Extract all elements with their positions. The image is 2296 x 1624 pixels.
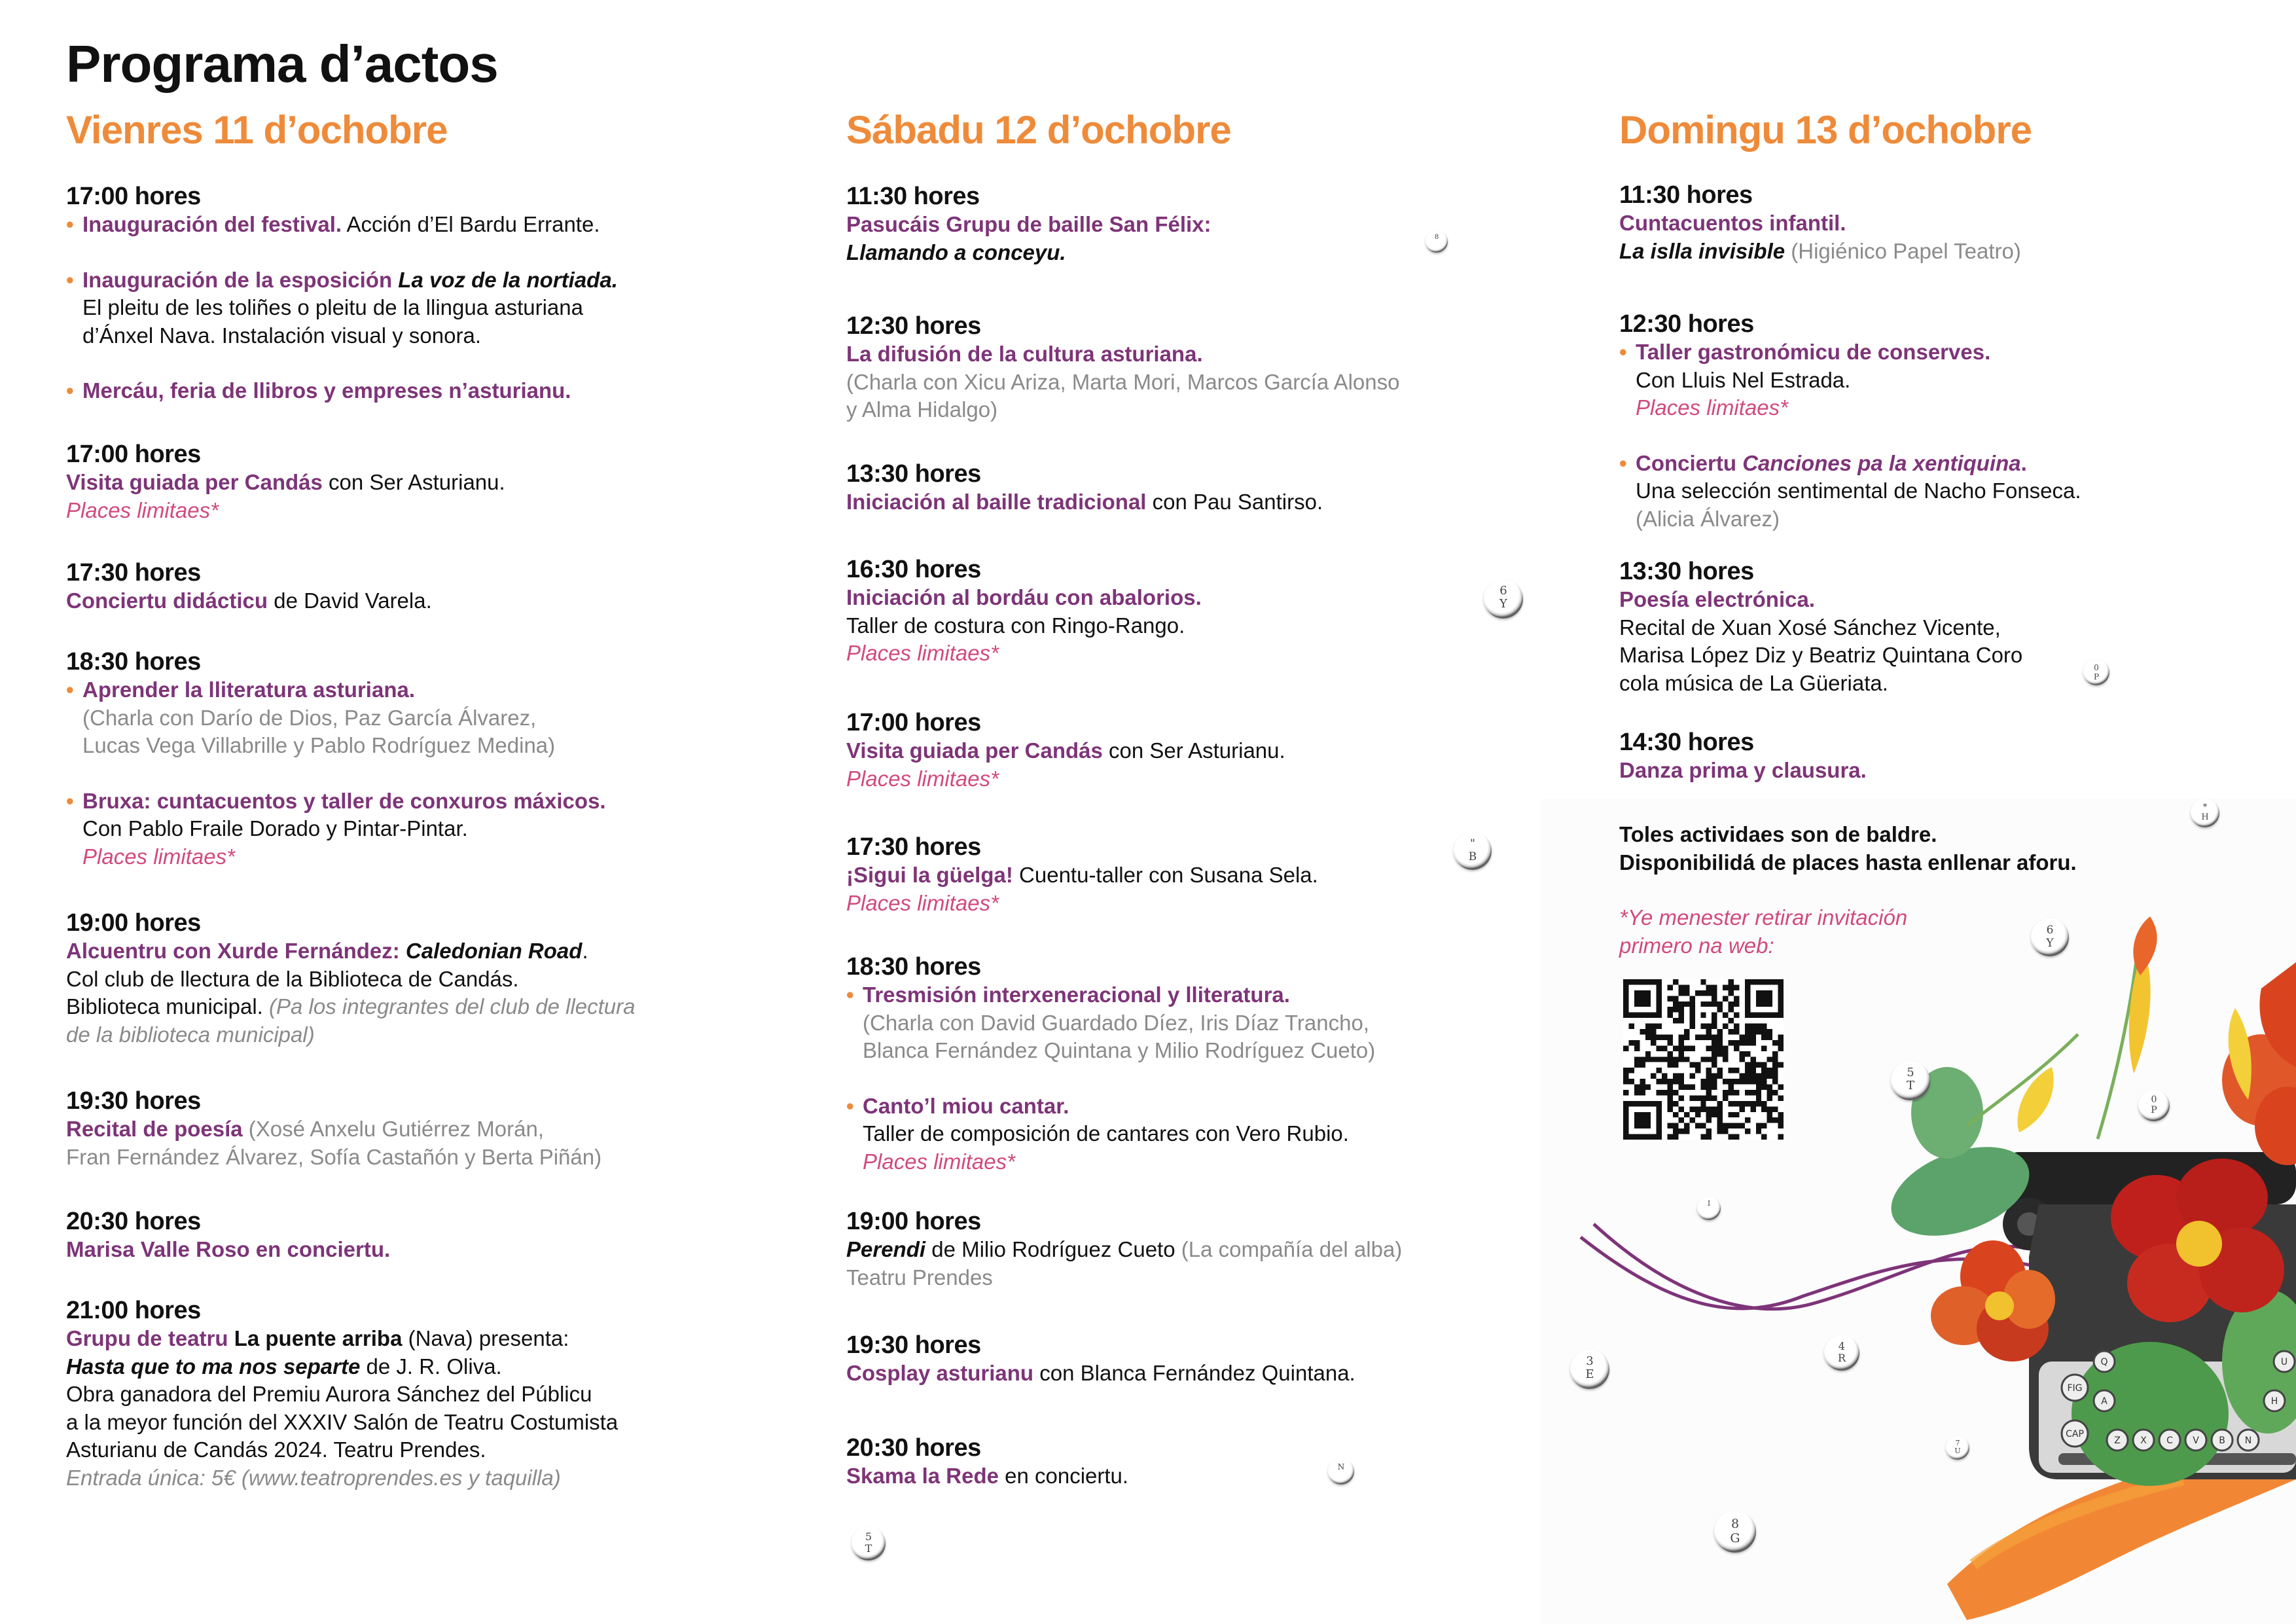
event-slot (1619, 557, 2022, 697)
keycap-label: C (2166, 1435, 2173, 1446)
event-time: 17:00 hores (66, 183, 201, 210)
typewriter-key-icon (1426, 230, 1448, 253)
event-title: Visita guiada per Candás (66, 470, 323, 494)
event-text: Taller de composición de cantares con Vero Rubio. (863, 1121, 1349, 1146)
event-participants: Blanca Fernández Quintana y Milio Rodríguez Cueto) (863, 1038, 1376, 1062)
key-top-label: 4 (1838, 1340, 1846, 1352)
event-time: 12:30 hores (1619, 310, 1754, 338)
event-text: a la meyor función del XXXIV Salón de Teatru Costumista (66, 1409, 619, 1434)
typewriter-key-icon (1570, 1350, 1609, 1389)
key-bottom-label: P (2151, 1105, 2157, 1115)
event-title: Grupu de teatru (66, 1326, 228, 1350)
event-time: 16:30 hores (846, 556, 981, 583)
event-title: Tresmisión interxeneracional y lliteratura. (863, 983, 1290, 1007)
key-bottom-label: H (2201, 812, 2209, 822)
event-time: 17:30 hores (846, 833, 981, 861)
key-top-label: 0 (2094, 663, 2099, 672)
event-text: de Milio Rodríguez Cueto (925, 1237, 1181, 1261)
typewriter-key-icon (1484, 579, 1523, 619)
event-participants: (Charla con David Guardado Díez, Iris Díaz Trancho, (863, 1010, 1370, 1035)
key-top-label: 0 (2151, 1094, 2157, 1105)
event-slot (846, 952, 1375, 1176)
typewriter-key-icon (1946, 1436, 1969, 1460)
event-title: Conciertu didácticu (66, 588, 268, 613)
event-work-title: La voz de la nortiada. (398, 267, 618, 292)
event-participants: Lucas Vega Villabrille y Pablo Rodríguez Medina) (82, 733, 556, 757)
event-title: Iniciación al bordáu con abalorios. (846, 585, 1202, 609)
event-participants: Fran Fernández Álvarez, Sofía Castañón y Berta Piñán) (66, 1144, 602, 1169)
bullet-icon: • (66, 212, 74, 236)
event-time: 13:30 hores (1619, 558, 1754, 585)
keycap-label: A (2101, 1396, 2108, 1407)
info-availability: Disponibilidá de places hasta enllenar aforu. (1619, 850, 2077, 875)
keycap-label: X (2140, 1435, 2147, 1446)
event-time: 19:00 hores (66, 909, 201, 937)
key-top-label: 8 (1434, 234, 1439, 241)
keycap-label: Q (2100, 1357, 2108, 1367)
keycap-label: V (2193, 1435, 2199, 1446)
event-slot (846, 460, 1323, 516)
event-time: 17:00 hores (846, 709, 981, 736)
event-time: 12:30 hores (846, 312, 981, 340)
event-title: Danza prima y clausura. (1619, 758, 1867, 782)
event-time: 18:30 hores (66, 648, 201, 676)
key-bottom-label: I (1707, 1199, 1711, 1208)
event-text: Obra ganadora del Premiu Aurora Sánchez del Públicu (66, 1382, 592, 1406)
key-top-label: 5 (865, 1530, 872, 1543)
event-slot (66, 1087, 601, 1171)
event-text: con Ser Asturianu. (322, 470, 505, 494)
typewriter-key-icon (2191, 799, 2219, 827)
typewriter-key-icon (1697, 1197, 1721, 1220)
event-title: Inauguración de la esposición (82, 267, 399, 292)
event-text: Col club de llectura de la Biblioteca de Candás. (66, 966, 519, 991)
limited-places-note: Places limitaes* (846, 890, 999, 915)
typewriter-key-icon (1328, 1458, 1354, 1485)
event-slot (846, 312, 1399, 424)
limited-places-note: Places limitaes* (1636, 395, 1788, 420)
punctuation: . (582, 939, 588, 963)
event-participants: (La compañía del alba) (1181, 1237, 1403, 1261)
event-title: Taller gastronómicu de conserves. (1636, 340, 1991, 364)
event-participants: y Alma Hidalgo) (846, 397, 998, 422)
limited-places-note: Places limitaes* (66, 497, 219, 522)
bullet-icon: • (1619, 340, 1627, 364)
event-text: con Pau Santirso. (1146, 490, 1323, 514)
event-text: Taller de costura con Ringo-Rango. (846, 613, 1185, 638)
bullet-icon: • (66, 788, 74, 813)
typewriter-key-icon (852, 1526, 886, 1561)
event-text: Marisa López Diz y Beatriz Quintana Coro (1619, 643, 2023, 667)
event-title: Pasucáis Grupu de baille San Félix: (846, 212, 1211, 236)
event-slot (1619, 728, 1867, 785)
key-bottom-label: E (1585, 1367, 1594, 1381)
event-slot (846, 555, 1202, 668)
event-work-title: Canciones pa la xentiquina (1742, 450, 2021, 475)
event-title: ¡Sigui la güelga! (846, 863, 1013, 887)
key-bottom-label: P (2093, 672, 2100, 681)
event-time: 18:30 hores (846, 953, 981, 981)
key-top-label: 3 (1586, 1354, 1594, 1368)
typewriter-key-icon (1714, 1511, 1756, 1553)
event-slot (66, 1207, 390, 1264)
event-text: cola música de La Güeriata. (1619, 670, 1888, 695)
event-work-title: Caledonian Road (405, 939, 583, 963)
key-bottom-label: U (1954, 1447, 1961, 1455)
event-participants: (Charla con Xicu Ariza, Marta Mori, Marcos García Alonso (846, 369, 1400, 394)
event-title: Conciertu (1636, 450, 1743, 475)
typewriter-key-icon (1454, 832, 1492, 870)
key-top-label: 7 (1955, 1439, 1960, 1447)
event-time: 13:30 hores (846, 460, 981, 488)
key-bottom-label: G (1730, 1531, 1740, 1545)
event-text: El pleitu de les toliñes o pleitu de la llingua asturiana (82, 295, 583, 319)
limited-places-note: Places limitaes* (82, 844, 235, 869)
key-bottom-label: R (1837, 1352, 1846, 1364)
event-title: La difusión de la cultura asturiana. (846, 342, 1203, 366)
event-title: Bruxa: cuntacuentos y taller de conxuros máxicos. (82, 788, 606, 813)
event-text: d’Ánxel Nava. Instalación visual y sonora. (82, 323, 481, 348)
key-top-label: 6 (2046, 924, 2054, 937)
event-time: 11:30 hores (1619, 181, 1753, 209)
event-title: Skama la Rede (846, 1464, 999, 1488)
event-slot (66, 558, 432, 615)
event-title: Poesía electrónica. (1619, 587, 1815, 611)
limited-places-note: Places limitaes* (863, 1149, 1015, 1174)
key-bottom-label: T (1906, 1079, 1914, 1092)
typewriter-key-icon (1891, 1061, 1930, 1100)
event-time: 19:00 hores (846, 1208, 981, 1235)
keycap-label: FIG (2067, 1383, 2083, 1394)
bullet-icon: • (846, 1093, 854, 1118)
day-heading-friday: Vienres 11 d’ochobre (66, 108, 448, 152)
key-bottom-label: B (1468, 850, 1477, 863)
event-text: con Blanca Fernández Quintana. (1033, 1361, 1355, 1385)
keycap-label: B (2219, 1435, 2225, 1446)
event-title: Canto’l miou cantar. (863, 1093, 1069, 1118)
event-slot (66, 182, 618, 405)
event-participants: (Charla con Darío de Dios, Paz García Álvarez, (82, 705, 537, 730)
event-time: 19:30 hores (66, 1087, 201, 1115)
event-participants: (Higiénico Papel Teatro) (1785, 238, 2021, 263)
event-time: 17:00 hores (66, 441, 201, 468)
event-text: Asturianu de Candás 2024. Teatru Prendes. (66, 1437, 486, 1462)
key-top-label: 6 (1499, 584, 1507, 598)
key-top-label: 8 (1731, 1517, 1740, 1531)
key-top-label: " (1470, 837, 1475, 850)
event-slot (66, 1296, 618, 1492)
keycap-label: U (2280, 1357, 2288, 1367)
event-slot (846, 708, 1285, 793)
event-time: 19:30 hores (846, 1331, 981, 1359)
event-work-title: Llamando a conceyu. (846, 240, 1066, 264)
event-title: Visita guiada per Candás (846, 738, 1103, 763)
event-slot (846, 182, 1211, 266)
page-title: Programa d’actos (66, 35, 498, 93)
bullet-icon: • (66, 677, 74, 702)
typewriter-key-icon (2031, 918, 2069, 956)
typewriter-flowers-illustration (1541, 903, 2296, 1624)
event-slot (66, 440, 505, 524)
keycap-label: H (2270, 1396, 2278, 1407)
event-title: Marisa Valle Roso en conciertu. (66, 1237, 391, 1261)
event-note: (Pa los integrantes del club de llectura (269, 994, 636, 1019)
bullet-icon: • (846, 983, 854, 1007)
event-time: 14:30 hores (1619, 729, 1754, 756)
event-title: Iniciación al baille tradicional (846, 490, 1147, 514)
event-work-title: Perendi (846, 1237, 926, 1261)
event-title: Alcuentru con Xurde Fernández: (66, 939, 406, 963)
event-time: 20:30 hores (66, 1208, 201, 1235)
keycap-label: N (2244, 1435, 2252, 1446)
typewriter-key-icon (2083, 659, 2109, 685)
free-entry-info (1619, 821, 2077, 876)
bullet-icon: • (1619, 450, 1627, 475)
keycap-label: Z (2114, 1435, 2121, 1446)
event-participants: (Alicia Álvarez) (1636, 506, 1780, 531)
event-time: 20:30 hores (846, 1434, 981, 1462)
punctuation: . (2020, 450, 2027, 475)
info-free-activities: Toles actividaes son de baldre. (1619, 822, 1937, 846)
event-title: Cosplay asturianu (846, 1361, 1034, 1385)
day-heading-saturday: Sábadu 12 d’ochobre (846, 108, 1231, 152)
key-top-label: 5 (1907, 1066, 1914, 1079)
event-text: Una selección sentimental de Nacho Fonseca. (1636, 478, 2081, 503)
event-text: (Nava) presenta: (402, 1326, 569, 1350)
event-item (66, 377, 618, 405)
invitation-note-line: primero na web: (1619, 933, 1774, 958)
key-bottom-label: T (865, 1542, 872, 1555)
event-title: Aprender la lliteratura asturiana. (82, 677, 416, 702)
limited-places-note: Places limitaes* (846, 766, 999, 791)
event-slot (846, 1207, 1402, 1291)
event-title: Inauguración del festival. (82, 212, 342, 236)
event-slot (66, 909, 636, 1049)
key-bottom-label: N (1337, 1462, 1345, 1471)
event-participants: (Xosé Anxelu Gutiérrez Morán, (242, 1117, 544, 1141)
key-top-label: * (2202, 803, 2208, 812)
event-slot (846, 833, 1318, 917)
event-slot (66, 647, 606, 871)
ticket-price-note: Entrada única: 5€ (www.teatroprendes.es y taquilla) (66, 1465, 561, 1490)
event-time: 17:30 hores (66, 559, 201, 586)
bullet-icon: • (66, 267, 74, 292)
event-venue: Teatru Prendes (846, 1265, 993, 1290)
event-time: 21:00 hores (66, 1297, 201, 1324)
event-title: Recital de poesía (66, 1117, 243, 1141)
event-slot (1619, 181, 2021, 265)
event-text: con Ser Asturianu. (1102, 738, 1285, 763)
event-work-title: La islla invisible (1619, 238, 1785, 263)
event-text: Biblioteca municipal. (66, 994, 269, 1019)
event-title: Mercáu, feria de llibros y empreses n’asturianu. (82, 378, 571, 403)
event-text: Con Lluis Nel Estrada. (1636, 367, 1851, 392)
day-heading-sunday: Domingu 13 d’ochobre (1619, 108, 2032, 152)
event-slot (846, 1331, 1355, 1388)
invitation-note-line: *Ye menester retirar invitación (1619, 905, 1908, 929)
typewriter-key-icon (2138, 1090, 2170, 1121)
event-text: Recital de Xuan Xosé Sánchez Vicente, (1619, 615, 2001, 640)
event-text: en conciertu. (998, 1464, 1129, 1488)
typewriter-key-icon (1824, 1335, 1859, 1371)
event-item (66, 211, 618, 239)
event-work-title: Hasta que to ma nos separte (66, 1354, 361, 1379)
event-item (66, 266, 618, 295)
key-bottom-label: Y (1499, 597, 1507, 611)
event-slot (1619, 310, 2081, 533)
key-bottom-label: Y (2046, 937, 2054, 950)
event-time: 11:30 hores (846, 183, 980, 210)
event-text: Cuentu-taller con Susana Sela. (1013, 863, 1318, 887)
event-title: Cuntacuentos infantil. (1619, 211, 1846, 235)
event-slot (846, 1434, 1128, 1490)
theatre-group-name: La puente arriba (228, 1326, 403, 1350)
event-note: de la biblioteca municipal) (66, 1022, 315, 1047)
event-text: de J. R. Oliva. (360, 1354, 502, 1379)
limited-places-note: Places limitaes* (846, 641, 999, 665)
event-text: Con Pablo Fraile Dorado y Pintar-Pintar. (82, 816, 468, 840)
event-text: de David Varela. (268, 588, 432, 613)
event-text: Acción d’El Bardu Errante. (342, 212, 600, 236)
bullet-icon: • (66, 378, 74, 403)
keycap-label: CAP (2066, 1429, 2084, 1439)
